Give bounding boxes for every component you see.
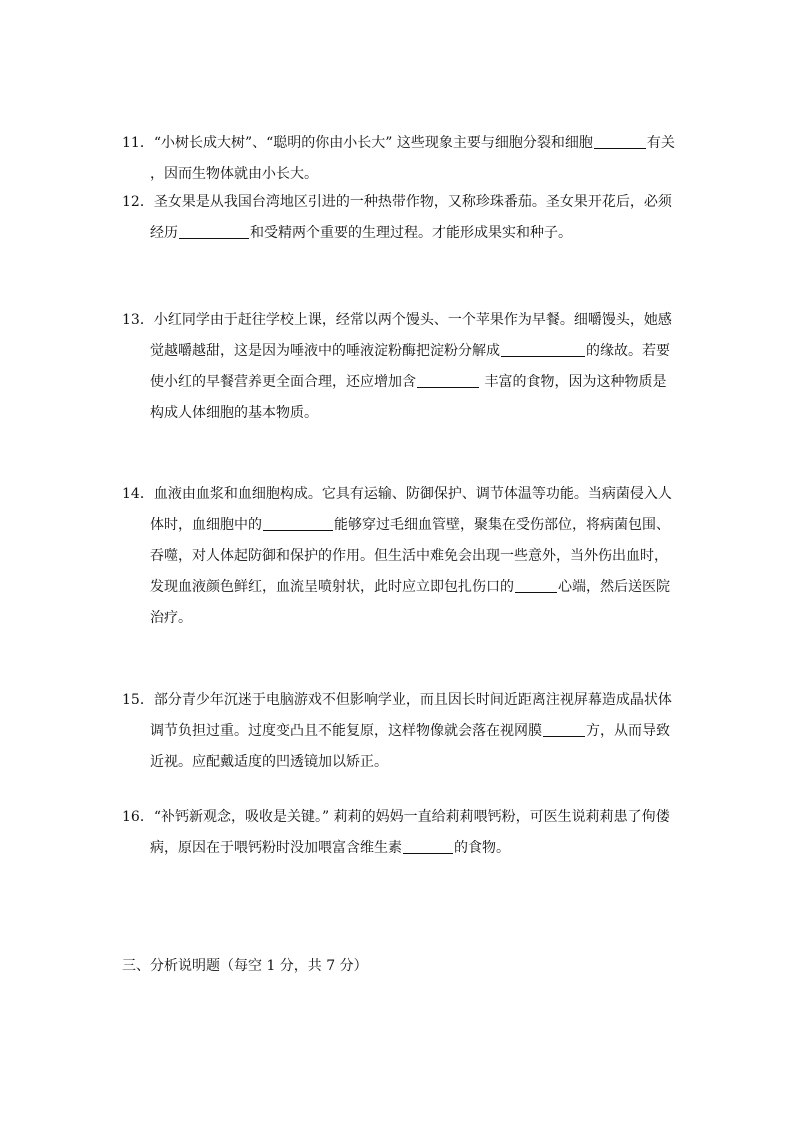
question-text: 圣女果是从我国台湾地区引进的一种热带作物，又称珍珠番茄。圣女果开花后，必须 — [153, 194, 672, 210]
question-text: “补钙新观念，吸收是关键。” 莉莉的妈妈一直给莉莉喂钙粉，可医生说莉莉患了佝偻 — [153, 809, 670, 825]
question-text: 的缘故。若要 — [586, 343, 670, 359]
question-line — [122, 685, 682, 716]
question-13 — [122, 305, 682, 429]
question-text: 吞噬，对人体起防御和保护的作用。但生活中难免会出现一些意外，当外伤出血时， — [150, 548, 668, 564]
answer-blank[interactable] — [501, 342, 585, 357]
question-text: 方，从而导致 — [586, 723, 670, 739]
question-text: 治疗。 — [150, 610, 192, 626]
answer-blank[interactable] — [179, 224, 249, 239]
question-text: 病，原因在于喂钙粉时没加喂富含维生素 — [150, 840, 402, 856]
question-line — [122, 336, 682, 367]
question-text: 经历 — [150, 225, 178, 241]
question-text: 觉越嚼越甜，这是因为唾液中的唾液淀粉酶把淀粉分解成 — [150, 343, 500, 359]
question-line — [122, 305, 682, 336]
question-line — [122, 802, 682, 833]
answer-blank[interactable] — [594, 134, 646, 149]
question-line — [122, 187, 682, 218]
question-line — [122, 572, 682, 603]
question-text: 和受精两个重要的生理过程。才能形成果实和种子。 — [250, 225, 572, 241]
answer-blank[interactable] — [515, 578, 557, 593]
answer-blank[interactable] — [403, 839, 453, 854]
question-text: 有关 — [646, 135, 675, 151]
section-heading: 三、分析说明题（每空 1 分，共 7 分） — [122, 958, 368, 974]
question-15 — [122, 685, 682, 778]
question-line — [122, 367, 682, 398]
question-14 — [122, 479, 682, 634]
question-text: 发现血液颜色鲜红，血流呈喷射状，此时应立即包扎伤口的 — [150, 579, 514, 595]
question-text: 能够穿过毛细血管壁，聚集在受伤部位，将病菌包围、 — [334, 517, 670, 533]
question-line — [122, 479, 682, 510]
question-text: 调节负担过重。过度变凸且不能复原，这样物像就会落在视网膜 — [150, 723, 542, 739]
question-text: “小树长成大树”、“聪明的你由小长大” 这些现象主要与细胞分裂和细胞 — [153, 135, 593, 151]
question-line — [122, 218, 682, 249]
question-text: 近视。应配戴适度的凹透镜加以矫正。 — [150, 754, 388, 770]
question-12 — [122, 187, 682, 249]
question-text: 血液由血浆和血细胞构成。它具有运输、防御保护、调节体温等功能。当病菌侵入人 — [153, 486, 672, 502]
question-line — [122, 159, 682, 190]
question-text: ，因而生物体就由小长大。 — [150, 166, 318, 182]
answer-blank[interactable] — [543, 722, 585, 737]
question-line — [122, 128, 682, 159]
question-text: 使小红的早餐营养更全面合理，还应增加含 — [150, 374, 416, 390]
answer-blank[interactable] — [263, 516, 333, 531]
question-number: 12． — [122, 194, 154, 210]
question-number: 14． — [122, 486, 154, 502]
question-line — [122, 747, 682, 778]
question-text: 心端，然后送医院 — [558, 579, 670, 595]
question-line — [122, 603, 682, 634]
question-line — [122, 716, 682, 747]
question-number: 16． — [122, 809, 154, 825]
question-text: 小红同学由于赶往学校上课，经常以两个馒头、一个苹果作为早餐。细嚼馒头，她感 — [153, 312, 672, 328]
question-line — [122, 398, 682, 429]
question-number: 11． — [122, 135, 154, 151]
question-line — [122, 510, 682, 541]
question-line — [122, 833, 682, 864]
question-number: 15． — [122, 692, 154, 708]
question-text: 的食物。 — [454, 840, 510, 856]
question-16 — [122, 802, 682, 864]
question-text: 部分青少年沉迷于电脑游戏不但影响学业，而且因长时间近距离注视屏幕造成晶状体 — [153, 692, 672, 708]
question-text: 构成人体细胞的基本物质。 — [150, 405, 318, 421]
question-line — [122, 541, 682, 572]
question-text: 丰富的食物，因为这种物质是 — [480, 374, 667, 390]
question-text: 体时，血细胞中的 — [150, 517, 262, 533]
answer-blank[interactable] — [417, 373, 479, 388]
question-11 — [122, 128, 682, 190]
question-number: 13． — [122, 312, 154, 328]
